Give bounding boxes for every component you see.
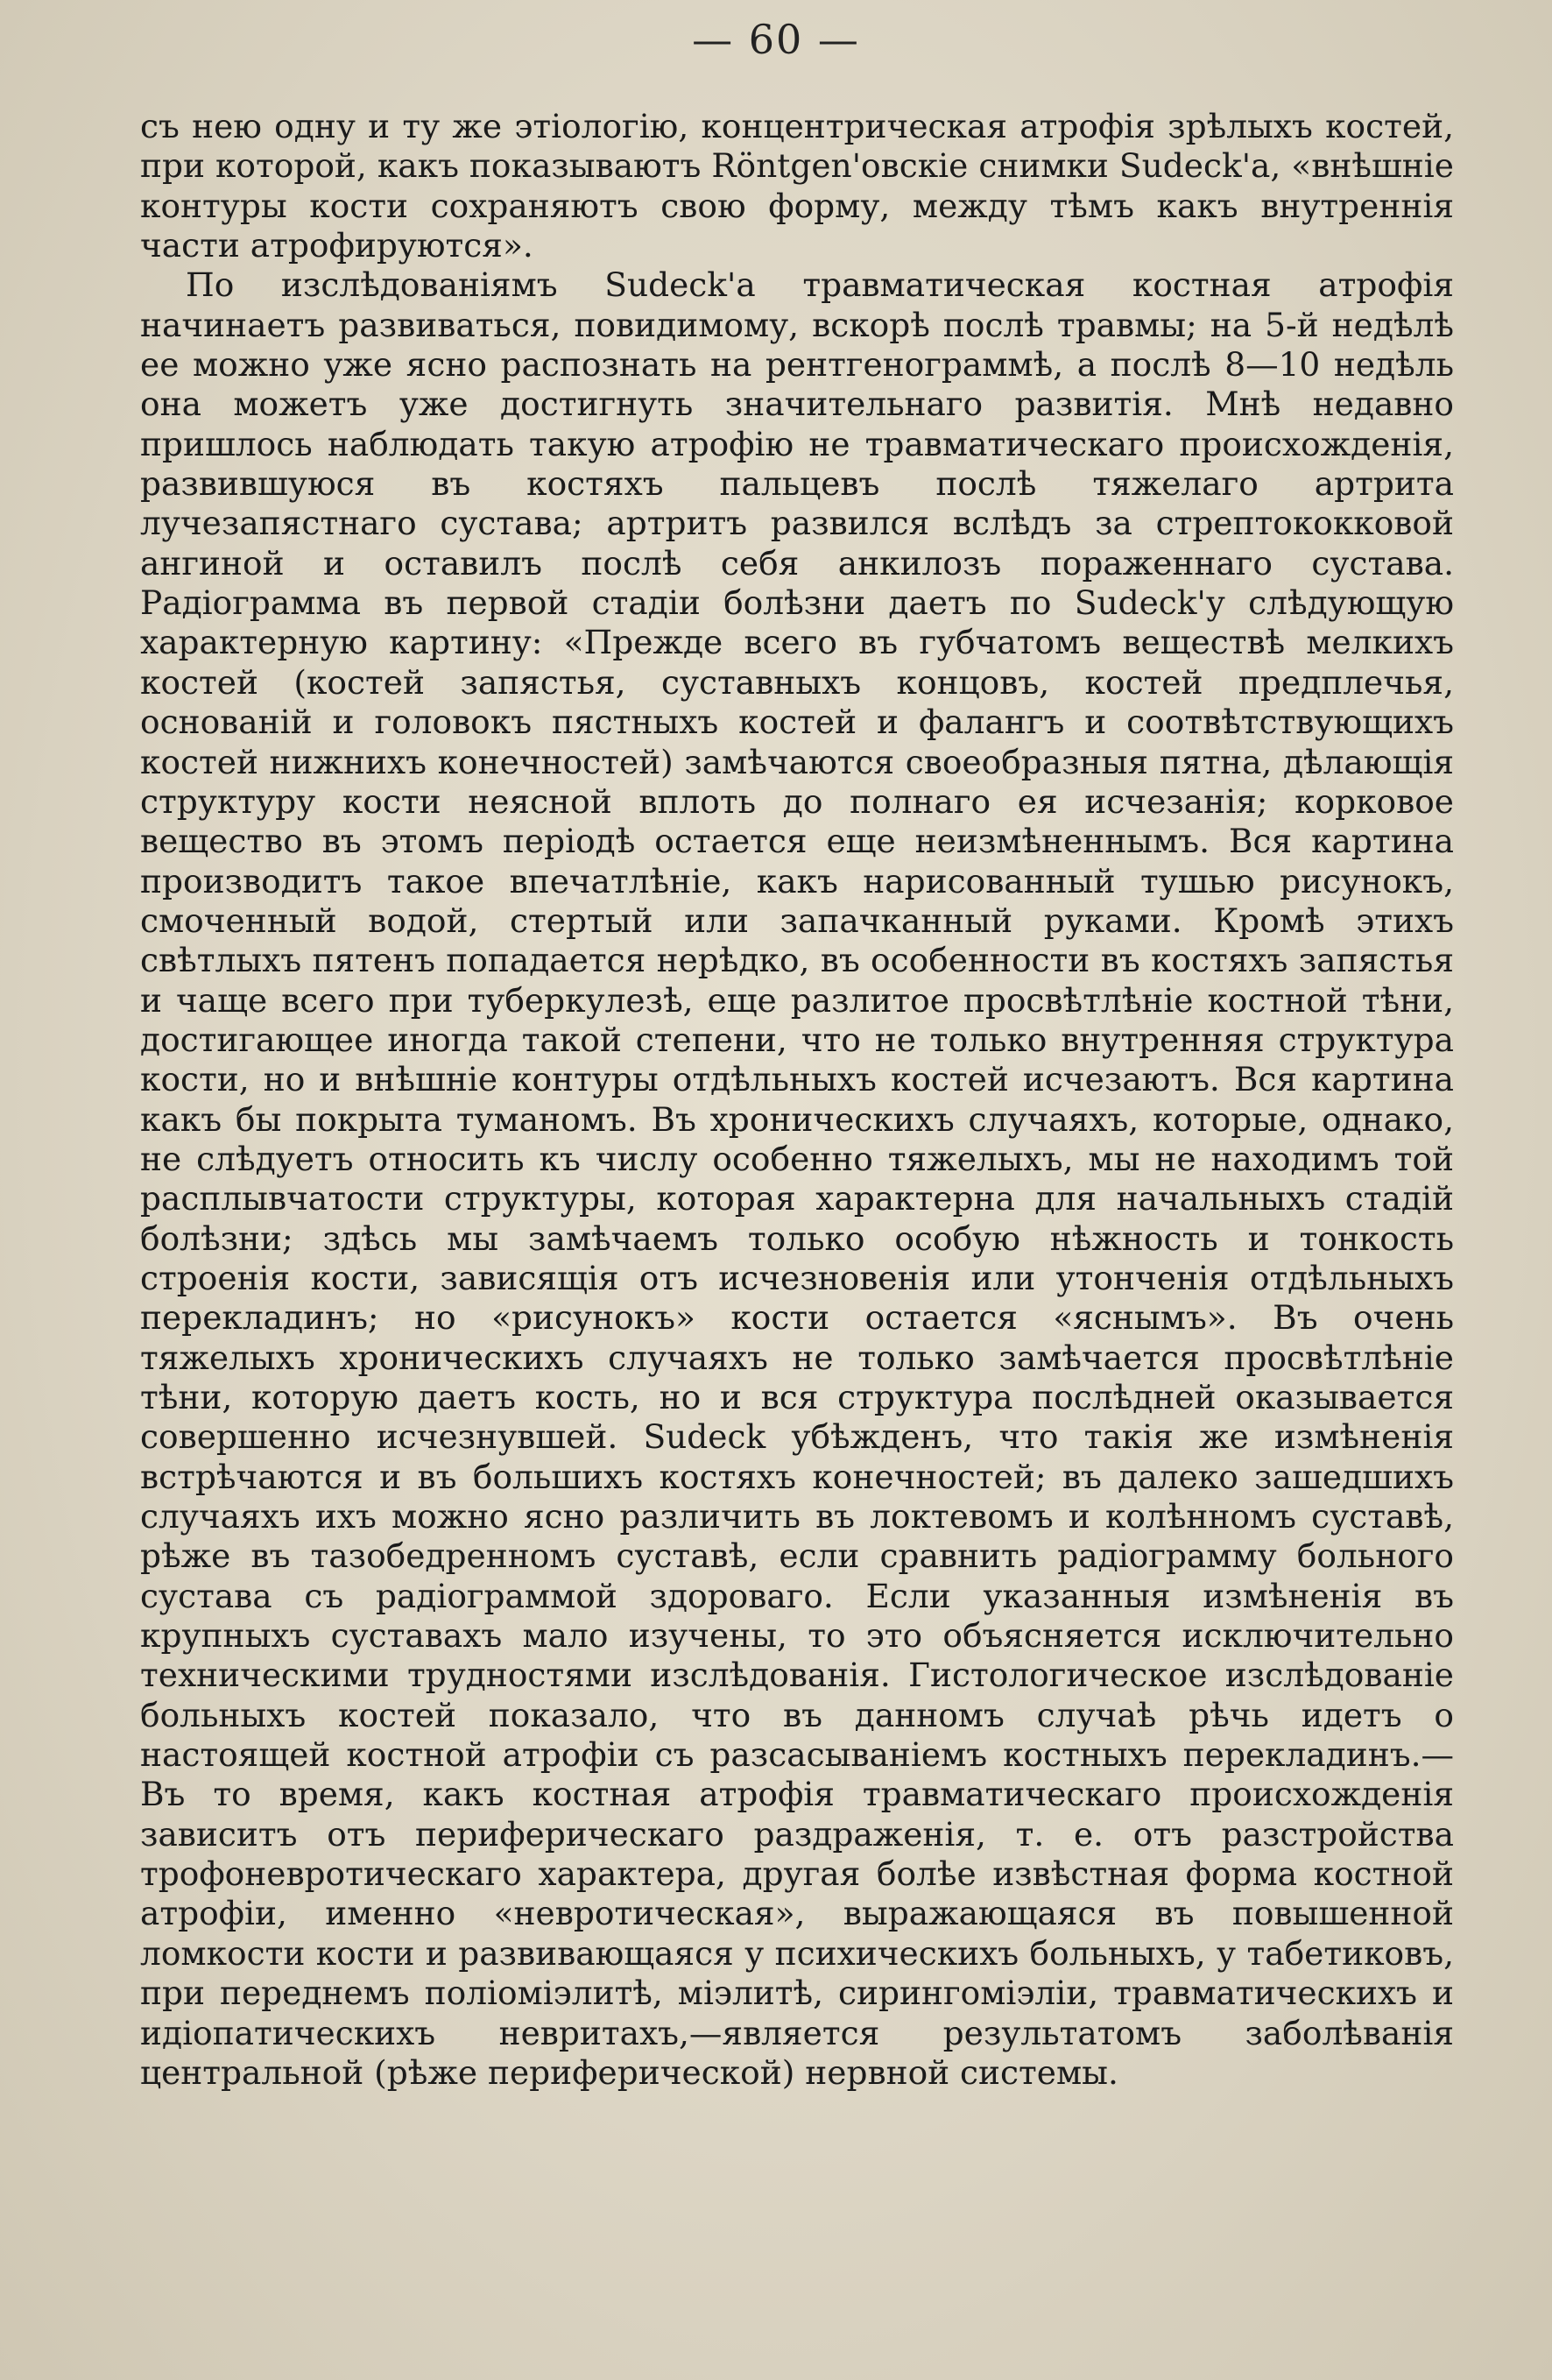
- page-number: — 60 —: [692, 16, 860, 63]
- paragraph-sudeck-atrophy: По изслѣдованіямъ Sudeck'а травматическая костная атрофія начинаетъ развиваться, повидимому, вскорѣ послѣ травмы; на 5-й недѣлѣ ее можно уже ясно распознать на рентгенограммѣ, а послѣ 8—10 недѣль она можетъ уже достигнуть значительнаго развитія. Мнѣ недавно пришлось наблюдать такую атрофію не травматическаго происхожденія, развившуюся въ костяхъ пальцевъ послѣ тяжелаго артрита лучезапястнаго сустава; артритъ развился вслѣдъ за стрептококковой ангиной и оставилъ послѣ себя анкилозъ пораженнаго сустава. Радіограмма въ первой стадіи болѣзни даетъ по Sudeck'у слѣдующую характерную картину: «Прежде всего въ губчатомъ веществѣ мелкихъ костей (костей запястья, суставныхъ концовъ, костей предплечья, основаній и головокъ пястныхъ костей и фалангъ и соотвѣтствующихъ костей нижнихъ конечностей) замѣчаются своеобразныя пятна, дѣлающія структуру кости неясной вплоть до полнаго ея исчезанія; корковое вещество въ этомъ періодѣ остается еще неизмѣненнымъ. Вся картина производитъ такое впечатлѣніе, какъ нарисованный тушью рисунокъ, смоченный водой, стертый или запачканный руками. Кромѣ этихъ свѣтлыхъ пятенъ попадается нерѣдко, въ особенности въ костяхъ запястья и чаще всего при туберкулезѣ, еще разлитое просвѣтлѣніе костной тѣни, достигающее иногда такой степени, что не только внутренняя структура кости, но и внѣшніе контуры отдѣльныхъ костей исчезаютъ. Вся картина какъ бы покрыта туманомъ. Въ хроническихъ случаяхъ, которые, однако, не слѣдуетъ относить къ числу особенно тяжелыхъ, мы не находимъ той расплывчатости структуры, которая характерна для начальныхъ стадій болѣзни; здѣсь мы замѣчаемъ только особую нѣжность и тонкость строенія кости, зависящія отъ исчезновенія или утонченія отдѣльныхъ перекладинъ; но «рисунокъ» кости остается «яснымъ». Въ очень тяжелыхъ хроническихъ случаяхъ не только замѣчается просвѣтлѣніе тѣни, которую даетъ кость, но и вся структура послѣдней оказывается совершенно исчезнувшей. Sudeck убѣжденъ, что такія же измѣненія встрѣчаются и въ большихъ костяхъ конечностей; въ далеко зашедшихъ случаяхъ ихъ можно ясно различить въ локтевомъ и колѣнномъ суставѣ, рѣже въ тазобедренномъ суставѣ, если сравнить радіограмму больного сустава съ радіограммой здороваго. Если указанныя измѣненія въ крупныхъ суставахъ мало изучены, то это объясняется исключительно техническими трудностями изслѣдованія. Гистологическое изслѣдованіе больныхъ костей показало, что въ данномъ случаѣ рѣчь идетъ о настоящей костной атрофіи съ разсасываніемъ костныхъ перекладинъ.—Въ то время, какъ костная атрофія травматическаго происхожденія зависитъ отъ периферическаго раздраженія, т. е. отъ разстройства трофоневротическаго характера, другая болѣе извѣстная форма костной атрофіи, именно «невротическая», выражающаяся въ повышенной ломкости кости и развивающаяся у психическихъ больныхъ, у табетиковъ, при переднемъ поліоміэлитѣ, міэлитѣ, сирингоміэліи, травматическихъ и идіопатическихъ невритахъ,—является результатомъ заболѣванія центральной (рѣже периферической) нервной системы.: [140, 265, 1454, 2092]
- paragraph-continuation: съ нею одну и ту же этіологію, концентрическая атрофія зрѣлыхъ костей, при которой, какъ показываютъ Röntgen'овскіе снимки Sudeck'а, «внѣшніе контуры кости сохраняютъ свою форму, между тѣмъ какъ внутреннія части атрофируются».: [140, 107, 1454, 265]
- body-text: [140, 107, 1454, 2093]
